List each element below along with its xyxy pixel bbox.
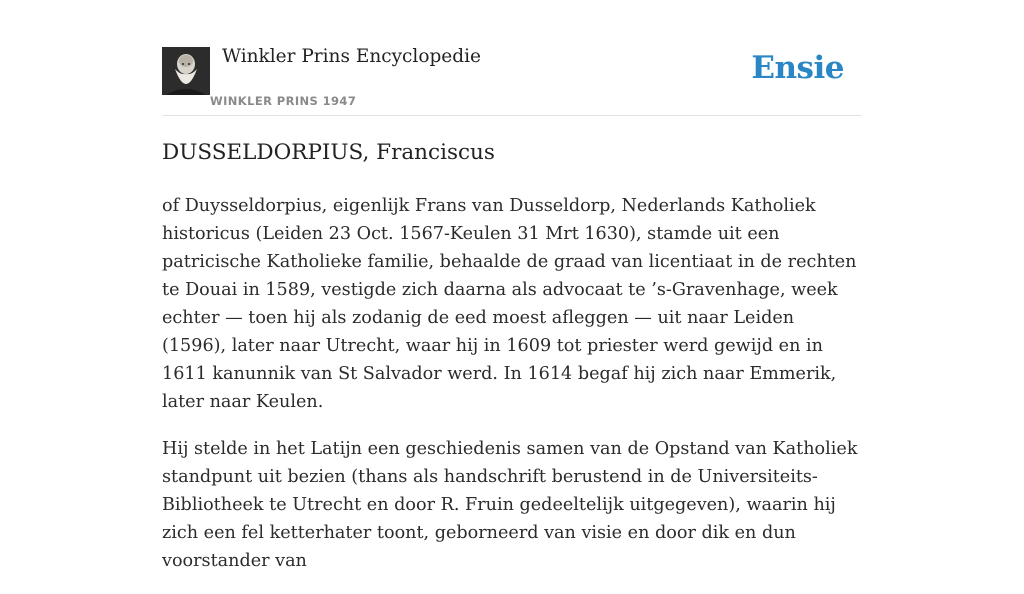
bearded-man-portrait-icon[interactable] [162,47,210,95]
article-paragraph: Hij stelde in het Latijn een geschiedenis samen van de Opstand van Katholiek standpunt uit bezien (thans als handschrift berustend in de Universiteits-Bibliotheek te Utrecht en door R. Fruin gedeeltelijk uitgegeven), waarin hij zich een fel ketterhater toont, geborneerd van visie en door dik en dun voorstander van [162,439,858,571]
site-header [162,40,862,116]
article-body [162,192,862,594]
article-paragraph: of Duysseldorpius, eigenlijk Frans van Dusseldorp, Nederlands Katholiek historicus (Leiden 23 Oct. 1567-Keulen 31 Mrt 1630), stamde uit een patricische Katholieke familie, behaalde de graad van licentiaat in de rechten te Douai in 1589, vestigde zich daarna als advocaat te ’s-Gravenhage, week echter — toen hij als zodanig de eed moest afleggen — uit naar Leiden (1596), later naar Utrecht, waar hij in 1609 tot priester werd gewijd en in 1611 kanunnik van St Salvador werd. In 1614 begaf hij zich naar Emmerik, later naar Keulen. [162,196,857,412]
article-title: DUSSELDORPIUS, Franciscus [162,140,495,165]
avatar-portrait [162,47,210,95]
ensie-logo-link[interactable]: Ensie [751,50,844,86]
encyclopedia-title-link[interactable]: Winkler Prins Encyclopedie [222,46,481,67]
edition-label: WINKLER PRINS 1947 [210,94,357,108]
